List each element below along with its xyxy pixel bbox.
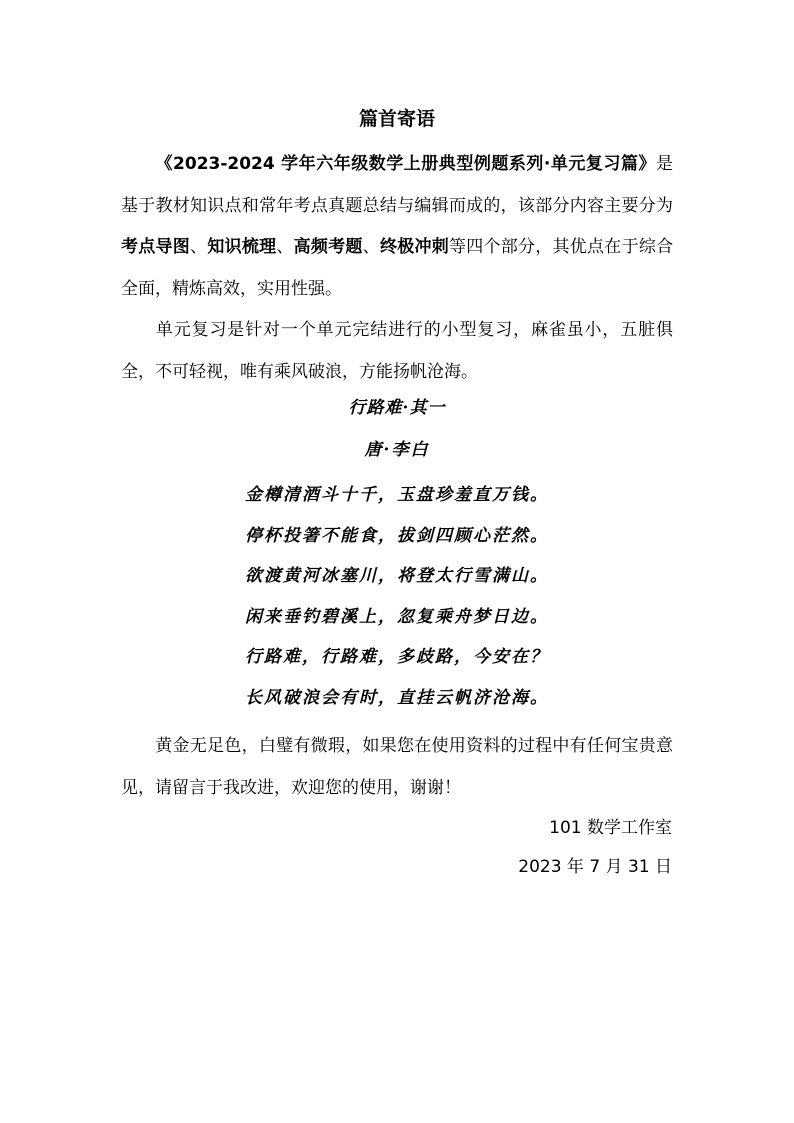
separator: 、: [362, 237, 380, 257]
separator: 、: [276, 237, 294, 257]
poem-line: 闲来垂钓碧溪上，忽复乘舟梦日边。: [245, 606, 549, 627]
intro-text-a: 是基于教材知识点和常年考点真题总结与编辑而成的，该部分内容主要分为: [121, 154, 673, 216]
closing-text: 黄金无足色，白璧有微瑕，如果您在使用资料的过程中有任何宝贵意见，请留言于我改进，欢迎您的使用，谢谢！: [121, 736, 673, 798]
poem-line: 金樽清酒斗十千，玉盘珍羞直万钱。: [245, 485, 549, 505]
poem-author: 唐·李白: [364, 440, 430, 460]
book-title: 《2023-2024 学年六年级数学上册典型例题系列·单元复习篇》: [155, 154, 656, 174]
review-text: 单元复习是针对一个单元完结进行的小型复习，麻雀虽小，五脏俱全，不可轻视，唯有乘风破浪，方能扬帆沧海。: [121, 320, 673, 382]
review-paragraph: [121, 310, 673, 393]
poem-line: 行路难，行路难，多歧路，今安在？: [245, 647, 549, 667]
poem-line: 欲渡黄河冰塞川，将登太行雪满山。: [245, 566, 549, 586]
part-final-sprint: 终极冲刺: [379, 237, 449, 257]
poem-line: 长风破浪会有时，直挂云帆济沧海。: [245, 687, 549, 708]
closing-paragraph: [121, 726, 673, 809]
poem-title: 行路难·其一: [348, 398, 446, 418]
signature-date: 2023 年 7 月 31 日: [518, 857, 672, 877]
part-frequent-questions: 高频考题: [293, 237, 363, 257]
intro-paragraph: [121, 144, 673, 310]
poem-body: [0, 475, 794, 718]
separator: 、: [190, 237, 208, 257]
part-mind-map: 考点导图: [121, 237, 191, 257]
page-title: 篇首寄语: [358, 108, 435, 130]
signature-studio: 101 数学工作室: [549, 818, 672, 838]
poem-line: 停杯投箸不能食，拔剑四顾心茫然。: [245, 525, 549, 546]
intro-text-b: 等四个部分，其优点在于综合全面，精炼高效，实用性强。: [121, 237, 674, 299]
part-knowledge-review: 知识梳理: [207, 237, 277, 257]
